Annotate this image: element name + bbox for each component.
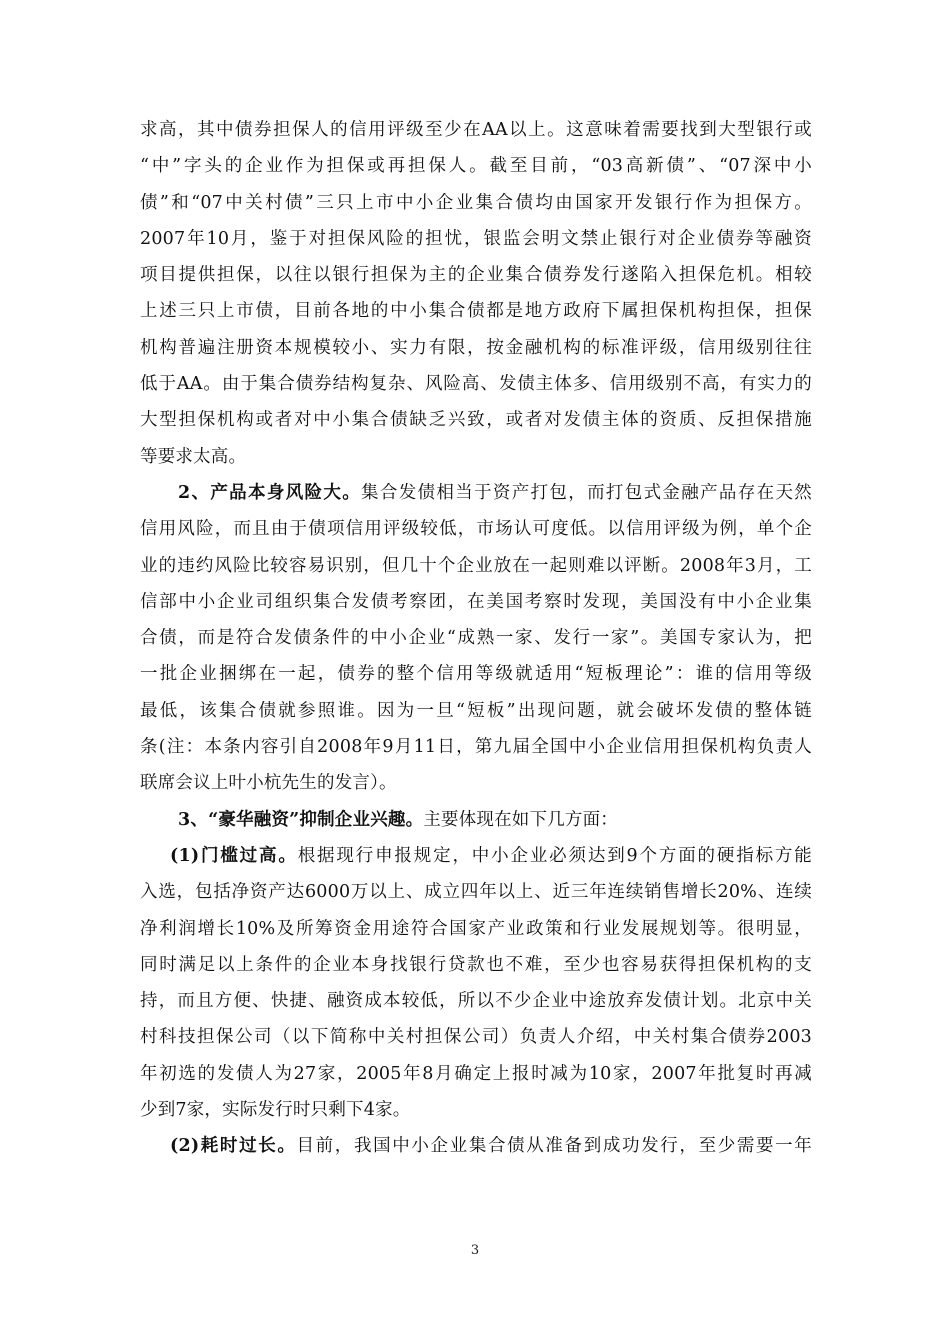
text-line: 信部中小企业司组织集合发债考察团，在美国考察时发现，美国没有中小企业集 <box>140 591 812 612</box>
text-line: 同时满足以上条件的企业本身找银行贷款也不难，至少也容易获得担保机构的支 <box>140 954 812 975</box>
heading-continuation: 主要体现在如下几方面： <box>423 809 619 830</box>
text-line: 上述三只上市债，目前各地的中小集合债都是地方政府下属担保机构担保，担保 <box>140 301 812 322</box>
text-line: 2007年10月，鉴于对担保风险的担忧，银监会明文禁止银行对企业债券等融资 <box>140 228 812 249</box>
section-heading: 3、“豪华融资”抑制企业兴趣。 <box>178 809 424 830</box>
text-line: 净利润增长10%及所筹资金用途符合国家产业政策和行业发展规划等。很明显， <box>140 918 812 939</box>
text-line: 债”和“07中关村债”三只上市中小企业集合债均由国家开发银行作为担保方。 <box>140 192 812 213</box>
text-line: 项目提供担保，以往以银行担保为主的企业集合债券发行遂陷入担保危机。相较 <box>140 265 812 286</box>
text-line: 一批企业捆绑在一起，债券的整个信用等级就适用“短板理论”：谁的信用等级 <box>140 664 812 685</box>
text-line: 入选，包括净资产达6000万以上、成立四年以上、近三年连续销售增长20%、连续 <box>140 882 812 903</box>
text-line: 信用风险，而且由于债项信用评级较低，市场认可度低。以信用评级为例，单个企 <box>140 519 812 540</box>
text-line: 联席会议上叶小杭先生的发言）。 <box>140 773 397 794</box>
body-text <box>140 112 812 1165</box>
section-heading: 2、产品本身风险大。 <box>178 482 362 503</box>
subsection-heading-line <box>140 1128 812 1164</box>
text-line: 持，而且方便、快捷、融资成本较低，所以不少企业中途放弃发债计划。北京中关 <box>140 991 812 1012</box>
text-line: 业的违约风险比较容易识别，但几十个企业放在一起则难以评断。2008年3月，工 <box>140 555 812 576</box>
text-line: 最低，该集合债就参照谁。因为一旦“短板”出现问题，就会破坏发债的整体链 <box>140 700 812 721</box>
text-line: “中”字头的企业作为担保或再担保人。截至目前，“03高新债”、“07深中小 <box>140 156 812 177</box>
subsection-heading: (2)耗时过长。 <box>170 1136 297 1157</box>
text-line: 少到7家，实际发行时只剩下4家。 <box>140 1100 411 1121</box>
subsection-heading-line <box>140 838 812 874</box>
text-line: 低于AA。由于集合债券结构复杂、风险高、发债主体多、信用级别不高，有实力的 <box>140 374 812 395</box>
heading-continuation: 目前，我国中小企业集合债从准备到成功发行，至少需要一年 <box>296 1136 812 1157</box>
section-heading-line <box>140 475 812 511</box>
subsection-heading: (1)门槛过高。 <box>170 845 298 866</box>
heading-continuation: 集合发债相当于资产打包，而打包式金融产品存在天然 <box>361 482 812 503</box>
text-line: 求高，其中债券担保人的信用评级至少在AA以上。这意味着需要找到大型银行或 <box>140 120 812 140</box>
section-heading-line <box>140 802 812 838</box>
text-line: 条(注：本条内容引自2008年9月11日，第九届全国中小企业信用担保机构负责人 <box>140 737 812 758</box>
text-line: 合债，而是符合发债条件的中小企业“成熟一家、发行一家”。美国专家认为，把 <box>140 628 812 649</box>
text-line: 机构普遍注册资本规模较小、实力有限，按金融机构的标准评级，信用级别往往 <box>140 337 812 358</box>
text-line: 等要求太高。 <box>140 446 247 467</box>
text-line: 年初选的发债人为27家，2005年8月确定上报时减为10家，2007年批复时再减 <box>140 1063 812 1084</box>
heading-continuation: 根据现行申报规定，中小企业必须达到9个方面的硬指标方能 <box>297 845 812 866</box>
text-line: 村科技担保公司（以下简称中关村担保公司）负责人介绍，中关村集合债券2003 <box>140 1027 812 1048</box>
text-line: 大型担保机构或者对中小集合债缺乏兴致，或者对发债主体的资质、反担保措施 <box>140 410 812 431</box>
page-number: 3 <box>470 1243 480 1258</box>
